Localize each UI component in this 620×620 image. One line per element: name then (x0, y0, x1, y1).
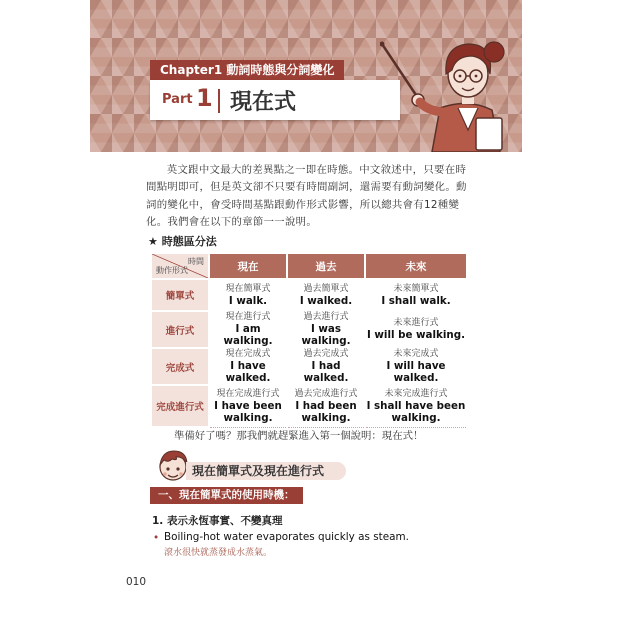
page-number: 010 (126, 576, 147, 588)
ready-text: 準備好了嗎？那我們就趕緊進入第一個說明：現在式！ (174, 430, 424, 442)
cell-tense-name: 未來簡單式 (393, 283, 439, 294)
cell-example: I will be walking. (366, 329, 466, 341)
corner-form-label: 動作形式 (156, 266, 188, 275)
student-character-icon (156, 447, 190, 487)
table-cell (209, 311, 287, 348)
cell-tense-name: 現在進行式 (225, 312, 271, 322)
table-cell (209, 348, 287, 385)
part-divider (218, 89, 220, 113)
column-header-future: 未來 (365, 253, 467, 279)
part-title: 現在式 (230, 90, 297, 115)
cell-example: I walk. (228, 294, 268, 307)
teacher-illustration-icon (380, 30, 520, 152)
cell-tense-name: 過去簡單式 (303, 283, 349, 294)
cell-example: I was walking. (301, 323, 351, 347)
table-cell (287, 348, 365, 385)
cell-tense-name: 現在完成式 (225, 349, 271, 359)
cell-tense-name: 過去進行式 (303, 312, 349, 322)
cell-tense-name: 未來進行式 (393, 318, 439, 328)
cell-example: I shall walk. (381, 294, 451, 307)
cell-example: I walked. (299, 294, 353, 307)
cell-example: I shall have been walking. (366, 399, 466, 424)
table-cell (365, 279, 467, 311)
row-label: 簡單式 (151, 279, 209, 311)
table-cell (365, 311, 467, 348)
example-sentence-zh: 滾水很快就蒸發成水蒸氣。 (164, 548, 273, 558)
section-heading: 現在簡單式及現在進行式 (186, 462, 346, 480)
table-cell (287, 311, 365, 348)
part-number: 1 (196, 84, 213, 112)
tense-table (150, 252, 468, 428)
cell-example: I will have walked. (386, 360, 446, 384)
row-label: 進行式 (151, 311, 209, 348)
tense-section-label: ★ 時態區分法 (148, 235, 217, 248)
table-cell (365, 348, 467, 385)
point-title: 1. 表示永恆事實、不變真理 (152, 515, 283, 527)
table-row (151, 279, 467, 311)
cell-tense-name: 現在簡單式 (225, 283, 271, 294)
bullet-icon: • (153, 532, 160, 544)
table-row (151, 385, 467, 427)
row-label: 完成式 (151, 348, 209, 385)
intro-paragraph: 英文跟中文最大的差異點之一即在時態。中文敘述中，只要在時間點明即可，但是英文卻不只要有時間副詞，還需要有動詞變化。動詞的變化中，會受時間基點跟動作形式影響，所以總共會有12種變化。我們會在以下的章節一一說明。 (146, 164, 467, 229)
table-corner (151, 253, 209, 279)
sub-heading: 一、現在簡單式的使用時機： (150, 487, 303, 504)
chapter-label: Chapter1 動詞時態與分詞變化 (150, 60, 344, 80)
cell-example: I had walked. (303, 360, 349, 384)
cell-example: I have been walking. (214, 399, 282, 424)
table-row (151, 311, 467, 348)
cell-example: I had been walking. (295, 399, 357, 424)
part-title-box (150, 80, 400, 120)
cell-tense-name: 過去完成進行式 (294, 388, 358, 399)
table-cell (287, 279, 365, 311)
cell-tense-name: 過去完成式 (303, 349, 349, 359)
table-cell (209, 385, 287, 427)
table-row (151, 348, 467, 385)
example-sentence-en: Boiling-hot water evaporates quickly as steam. (164, 531, 409, 543)
table-cell (287, 385, 365, 427)
book-page (90, 0, 522, 620)
part-label: Part (162, 92, 193, 107)
cell-tense-name: 現在完成進行式 (216, 388, 280, 399)
row-label: 完成進行式 (151, 385, 209, 427)
header-banner (90, 0, 522, 152)
cell-tense-name: 未來完成進行式 (384, 388, 448, 399)
cell-example: I am walking. (223, 323, 273, 347)
table-cell (209, 279, 287, 311)
cell-example: I have walked. (225, 360, 271, 384)
corner-time-label: 時間 (188, 257, 204, 266)
column-header-past: 過去 (287, 253, 365, 279)
table-cell (365, 385, 467, 427)
column-header-present: 現在 (209, 253, 287, 279)
cell-tense-name: 未來完成式 (393, 349, 439, 359)
